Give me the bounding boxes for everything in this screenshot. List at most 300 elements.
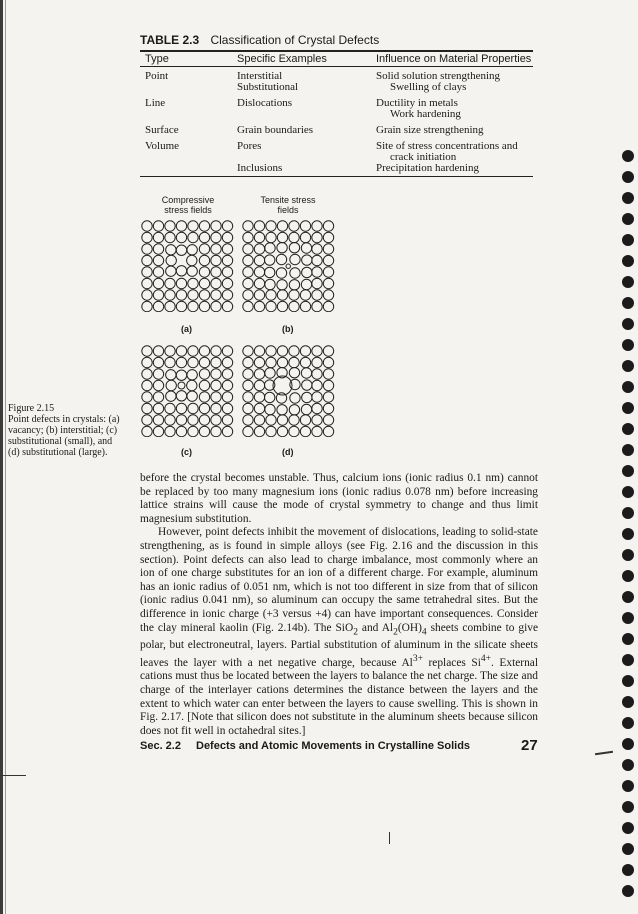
- binder-hole: [622, 549, 634, 561]
- host-atom: [199, 221, 209, 231]
- host-atom: [222, 301, 232, 311]
- host-atom: [142, 255, 152, 265]
- host-atom: [300, 415, 310, 425]
- host-atom: [142, 290, 152, 300]
- host-atom: [323, 232, 333, 242]
- table-cell-influence: Grain size strengthening: [376, 124, 484, 136]
- host-atom: [153, 369, 163, 379]
- host-atom: [176, 232, 186, 242]
- host-atom: [312, 403, 322, 413]
- table-top-rule: [140, 50, 533, 52]
- host-atom: [211, 244, 221, 254]
- host-atom: [222, 232, 232, 242]
- host-atom: [243, 290, 253, 300]
- host-atom: [165, 415, 175, 425]
- host-atom: [266, 426, 276, 436]
- host-atom: [277, 346, 287, 356]
- tensile-label: [250, 195, 326, 215]
- subscript: 4: [421, 626, 427, 637]
- host-atom: [302, 392, 312, 402]
- host-atom: [289, 290, 299, 300]
- host-atom: [153, 357, 163, 367]
- host-atom: [166, 245, 176, 255]
- host-atom: [188, 357, 198, 367]
- host-atom: [165, 301, 175, 311]
- host-atom: [188, 232, 198, 242]
- host-atom: [264, 255, 274, 265]
- host-atom: [243, 403, 253, 413]
- table-cell-type: Volume: [145, 140, 180, 152]
- binder-hole: [622, 633, 634, 645]
- host-atom: [142, 267, 152, 277]
- host-atom: [165, 290, 175, 300]
- host-atom: [153, 290, 163, 300]
- host-atom: [265, 279, 275, 289]
- large-substitutional-atom: [273, 376, 292, 395]
- host-atom: [176, 346, 186, 356]
- host-atom: [266, 221, 276, 231]
- binder-hole: [622, 360, 634, 372]
- host-atom: [289, 232, 299, 242]
- host-atom: [176, 426, 186, 436]
- host-atom: [153, 278, 163, 288]
- host-atom: [187, 370, 197, 380]
- table-cell-influence: Site of stress concentrations and: [376, 140, 518, 152]
- host-atom: [243, 392, 253, 402]
- host-atom: [277, 280, 287, 290]
- host-atom: [199, 255, 209, 265]
- host-atom: [277, 232, 287, 242]
- host-atom: [199, 369, 209, 379]
- compressive-label-line: Compressive: [161, 195, 215, 205]
- host-atom: [254, 290, 264, 300]
- binder-hole: [622, 423, 634, 435]
- host-atom: [199, 415, 209, 425]
- host-atom: [276, 254, 286, 264]
- host-atom: [176, 221, 186, 231]
- host-atom: [301, 404, 311, 414]
- text-run: and Al: [357, 621, 394, 634]
- host-atom: [243, 380, 253, 390]
- host-atom: [266, 232, 276, 242]
- host-atom: [211, 403, 221, 413]
- figure-caption-line: vacancy; (b) interstitial; (c): [8, 425, 118, 436]
- host-atom: [312, 380, 322, 390]
- host-atom: [142, 380, 152, 390]
- binder-hole: [622, 675, 634, 687]
- table-cell-example: Grain boundaries: [237, 124, 314, 136]
- host-atom: [300, 301, 310, 311]
- panel-label-d: (d): [282, 447, 294, 457]
- table-bottom-rule: [140, 176, 533, 177]
- host-atom: [222, 380, 232, 390]
- table-cell-influence: Precipitation hardening: [376, 162, 479, 174]
- binder-hole: [622, 801, 634, 813]
- host-atom: [243, 278, 253, 288]
- host-atom: [254, 426, 264, 436]
- host-atom: [312, 392, 322, 402]
- host-atom: [254, 415, 264, 425]
- host-atom: [153, 403, 163, 413]
- host-atom: [243, 426, 253, 436]
- host-atom: [264, 267, 274, 277]
- binder-hole: [622, 150, 634, 162]
- binder-hole: [622, 486, 634, 498]
- host-atom: [254, 255, 264, 265]
- host-atom: [243, 301, 253, 311]
- host-atom: [176, 266, 186, 276]
- table-number: TABLE 2.3: [140, 33, 200, 47]
- host-atom: [312, 267, 322, 277]
- binder-hole: [622, 822, 634, 834]
- table-cell-example: Inclusions: [237, 162, 283, 174]
- host-atom: [166, 391, 176, 401]
- text-run: . External cations must thus be located between the layers to balance the net charge. The size and charge of the interlayer cations determines the distance between the layers and the extent to which water can enter between the layers to cause swelling. This is shown in Fig. 2.17. [Note that silicon does not substitute in the aluminum sheets because silicon does not fit well in octahedral sites.]: [140, 656, 539, 737]
- host-atom: [265, 404, 275, 414]
- host-atom: [254, 380, 264, 390]
- host-atom: [277, 405, 287, 415]
- host-atom: [254, 369, 264, 379]
- host-atom: [323, 278, 333, 288]
- host-atom: [300, 426, 310, 436]
- host-atom: [176, 403, 186, 413]
- host-atom: [243, 267, 253, 277]
- table-cell-influence: Work hardening: [390, 108, 461, 120]
- host-atom: [300, 232, 310, 242]
- table-name: Classification of Crystal Defects: [210, 33, 380, 47]
- figure-caption: [8, 403, 133, 458]
- binder-hole: [622, 276, 634, 288]
- host-atom: [222, 221, 232, 231]
- host-atom: [142, 415, 152, 425]
- subscript: 2: [393, 626, 398, 637]
- host-atom: [300, 357, 310, 367]
- host-atom: [254, 403, 264, 413]
- host-atom: [211, 369, 221, 379]
- host-atom: [222, 392, 232, 402]
- host-atom: [312, 357, 322, 367]
- paragraph-1: before the crystal becomes unstable. Thus, calcium ions (ionic radius 0.1 nm) cannot be replaced by too many magnesium ions (ionic radius 0.078 nm) before increasing lattice strains will cause the mode of crystal symmetry to change and thus limit magnesium substitution.: [140, 472, 538, 525]
- text-run: sheets combine to give polar, but electroneutral, layers. Partial substitution of aluminum in the silicate sheets leaves the layer with a net negative charge, because Al: [140, 621, 539, 669]
- host-atom: [222, 255, 232, 265]
- host-atom: [153, 301, 163, 311]
- lattice-substitutional-small: [141, 345, 236, 437]
- host-atom: [277, 301, 287, 311]
- host-atom: [188, 415, 198, 425]
- binder-hole: [622, 717, 634, 729]
- lattice-substitutional-large: [242, 345, 337, 437]
- host-atom: [176, 245, 186, 255]
- superscript: 3+: [412, 654, 423, 664]
- host-atom: [323, 392, 333, 402]
- host-atom: [289, 221, 299, 231]
- host-atom: [323, 346, 333, 356]
- binder-hole: [622, 843, 634, 855]
- host-atom: [312, 290, 322, 300]
- host-atom: [211, 290, 221, 300]
- host-atom: [199, 426, 209, 436]
- binder-hole: [622, 402, 634, 414]
- host-atom: [188, 278, 198, 288]
- host-atom: [289, 405, 299, 415]
- host-atom: [199, 278, 209, 288]
- tensile-label-line: fields: [277, 205, 299, 215]
- host-atom: [176, 415, 186, 425]
- figure-caption-line: substitutional (small), and: [8, 436, 113, 447]
- table-title: [140, 33, 379, 47]
- host-atom: [254, 392, 264, 402]
- binder-hole: [622, 738, 634, 750]
- binder-hole: [622, 318, 634, 330]
- subscript: 2: [353, 626, 358, 637]
- host-atom: [289, 346, 299, 356]
- host-atom: [142, 357, 152, 367]
- host-atom: [176, 357, 186, 367]
- scan-edge-left: [0, 0, 3, 914]
- host-atom: [323, 380, 333, 390]
- host-atom: [211, 415, 221, 425]
- table-cell-influence: Swelling of clays: [390, 81, 467, 93]
- figure-caption-title: Figure 2.15: [8, 403, 55, 414]
- host-atom: [188, 221, 198, 231]
- scan-mark: [0, 775, 26, 776]
- host-atom: [211, 392, 221, 402]
- host-atom: [323, 415, 333, 425]
- host-atom: [165, 346, 175, 356]
- host-atom: [266, 415, 276, 425]
- host-atom: [166, 255, 176, 265]
- host-atom: [243, 346, 253, 356]
- host-atom: [153, 380, 163, 390]
- host-atom: [142, 426, 152, 436]
- binder-holes: [608, 0, 638, 914]
- host-atom: [323, 301, 333, 311]
- host-atom: [166, 266, 176, 276]
- host-atom: [142, 244, 152, 254]
- host-atom: [265, 368, 275, 378]
- host-atom: [222, 357, 232, 367]
- host-atom: [211, 267, 221, 277]
- table-cell-influence: Solid solution strengthening: [376, 70, 501, 82]
- host-atom: [312, 369, 322, 379]
- table-cell-influence: Ductility in metals: [376, 97, 458, 109]
- host-atom: [243, 232, 253, 242]
- lattice-interstitial: [242, 220, 337, 312]
- host-atom: [243, 357, 253, 367]
- table-cell-type: Line: [145, 97, 166, 109]
- host-atom: [142, 369, 152, 379]
- body-text: [140, 472, 538, 738]
- table-cell-type: Point: [145, 70, 169, 82]
- compressive-label: [150, 195, 226, 215]
- host-atom: [199, 290, 209, 300]
- host-atom: [199, 346, 209, 356]
- host-atom: [312, 346, 322, 356]
- superscript: 4+: [480, 654, 492, 664]
- host-atom: [142, 301, 152, 311]
- host-atom: [300, 290, 310, 300]
- host-atom: [188, 403, 198, 413]
- host-atom: [211, 426, 221, 436]
- host-atom: [153, 255, 163, 265]
- binder-hole: [622, 444, 634, 456]
- host-atom: [222, 403, 232, 413]
- host-atom: [300, 221, 310, 231]
- binder-hole: [622, 297, 634, 309]
- table-cell-example: Dislocations: [237, 97, 292, 109]
- host-atom: [243, 255, 253, 265]
- host-atom: [301, 243, 311, 253]
- host-atom: [302, 267, 312, 277]
- host-atom: [211, 380, 221, 390]
- host-atom: [301, 368, 311, 378]
- host-atom: [266, 301, 276, 311]
- host-atom: [142, 278, 152, 288]
- table-cell-type: Surface: [145, 124, 179, 136]
- host-atom: [222, 346, 232, 356]
- host-atom: [323, 267, 333, 277]
- host-atom: [211, 255, 221, 265]
- host-atom: [222, 426, 232, 436]
- binder-hole: [622, 171, 634, 183]
- host-atom: [289, 367, 299, 377]
- host-atom: [254, 278, 264, 288]
- host-atom: [254, 221, 264, 231]
- binder-hole: [622, 507, 634, 519]
- text-run: However, point defects inhibit the movement of dislocations, leading to solid-state strengthening, as is found in simple alloys (see Fig. 2.16 and the discussion in this section). Point defects can also lead to charge imbalance, most commonly where an ion of one charge substitutes for an ion of a different charge. For example, aluminum has an ionic radius of 0.051 nm, which is not too different in size from that of silicon (ionic radius 0.041 nm), so aluminum can occupy the same tetrahedral sites. But the difference in ionic charge (+3 versus +4) can have important consequences. Consider the clay mineral kaolin (Fig. 2.14b). The SiO: [140, 526, 538, 634]
- host-atom: [266, 290, 276, 300]
- table-header-examples: Specific Examples: [237, 53, 327, 65]
- host-atom: [289, 415, 299, 425]
- binder-hole: [622, 591, 634, 603]
- host-atom: [264, 392, 274, 402]
- panel-label-b: (b): [282, 324, 294, 334]
- host-atom: [323, 244, 333, 254]
- binder-hole: [622, 612, 634, 624]
- host-atom: [323, 357, 333, 367]
- host-atom: [142, 392, 152, 402]
- small-substitutional-atom: [178, 382, 185, 389]
- host-atom: [176, 278, 186, 288]
- binder-hole: [622, 339, 634, 351]
- footer-section: Sec. 2.2: [140, 740, 181, 752]
- interstitial-atom: [286, 264, 290, 268]
- table-cell-example: Interstitial: [237, 70, 283, 82]
- host-atom: [176, 370, 186, 380]
- host-atom: [222, 415, 232, 425]
- panel-label-c: (c): [181, 447, 192, 457]
- host-atom: [153, 244, 163, 254]
- binder-hole: [622, 528, 634, 540]
- host-atom: [188, 346, 198, 356]
- host-atom: [153, 415, 163, 425]
- figure-caption-line: (d) substitutional (large).: [8, 447, 108, 458]
- host-atom: [165, 403, 175, 413]
- host-atom: [289, 242, 299, 252]
- host-atom: [211, 346, 221, 356]
- binder-hole: [622, 570, 634, 582]
- host-atom: [289, 280, 299, 290]
- host-atom: [211, 221, 221, 231]
- compressive-label-line: stress fields: [164, 205, 212, 215]
- host-atom: [301, 279, 311, 289]
- page-number: 27: [521, 737, 538, 754]
- host-atom: [289, 357, 299, 367]
- host-atom: [323, 403, 333, 413]
- host-atom: [323, 290, 333, 300]
- host-atom: [289, 426, 299, 436]
- host-atom: [277, 415, 287, 425]
- host-atom: [266, 346, 276, 356]
- host-atom: [199, 267, 209, 277]
- host-atom: [165, 278, 175, 288]
- host-atom: [176, 391, 186, 401]
- host-atom: [142, 221, 152, 231]
- host-atom: [199, 403, 209, 413]
- host-atom: [211, 232, 221, 242]
- host-atom: [243, 415, 253, 425]
- host-atom: [153, 221, 163, 231]
- binder-hole: [622, 234, 634, 246]
- host-atom: [277, 357, 287, 367]
- binder-hole: [622, 381, 634, 393]
- host-atom: [300, 346, 310, 356]
- host-atom: [323, 255, 333, 265]
- host-atom: [199, 232, 209, 242]
- host-atom: [188, 301, 198, 311]
- binder-hole: [622, 864, 634, 876]
- host-atom: [277, 242, 287, 252]
- host-atom: [165, 221, 175, 231]
- host-atom: [153, 392, 163, 402]
- host-atom: [277, 221, 287, 231]
- host-atom: [243, 369, 253, 379]
- host-atom: [153, 267, 163, 277]
- host-atom: [176, 301, 186, 311]
- host-atom: [276, 268, 286, 278]
- binder-hole: [622, 465, 634, 477]
- host-atom: [187, 391, 197, 401]
- table-header-type: Type: [145, 53, 169, 65]
- paragraph-2: [140, 526, 538, 738]
- text-run: replaces Si: [422, 656, 481, 669]
- figure-caption-line: Point defects in crystals: (a): [8, 414, 120, 425]
- host-atom: [187, 266, 197, 276]
- host-atom: [199, 392, 209, 402]
- host-atom: [222, 369, 232, 379]
- host-atom: [188, 426, 198, 436]
- host-atom: [187, 255, 197, 265]
- host-atom: [243, 221, 253, 231]
- host-atom: [142, 403, 152, 413]
- host-atom: [266, 357, 276, 367]
- host-atom: [290, 254, 300, 264]
- host-atom: [312, 426, 322, 436]
- host-atom: [153, 346, 163, 356]
- binder-hole: [622, 213, 634, 225]
- host-atom: [153, 426, 163, 436]
- host-atom: [188, 290, 198, 300]
- binder-hole: [622, 885, 634, 897]
- host-atom: [211, 278, 221, 288]
- host-atom: [302, 380, 312, 390]
- host-atom: [199, 380, 209, 390]
- host-atom: [323, 369, 333, 379]
- host-atom: [187, 380, 197, 390]
- host-atom: [199, 244, 209, 254]
- host-atom: [312, 301, 322, 311]
- host-atom: [142, 232, 152, 242]
